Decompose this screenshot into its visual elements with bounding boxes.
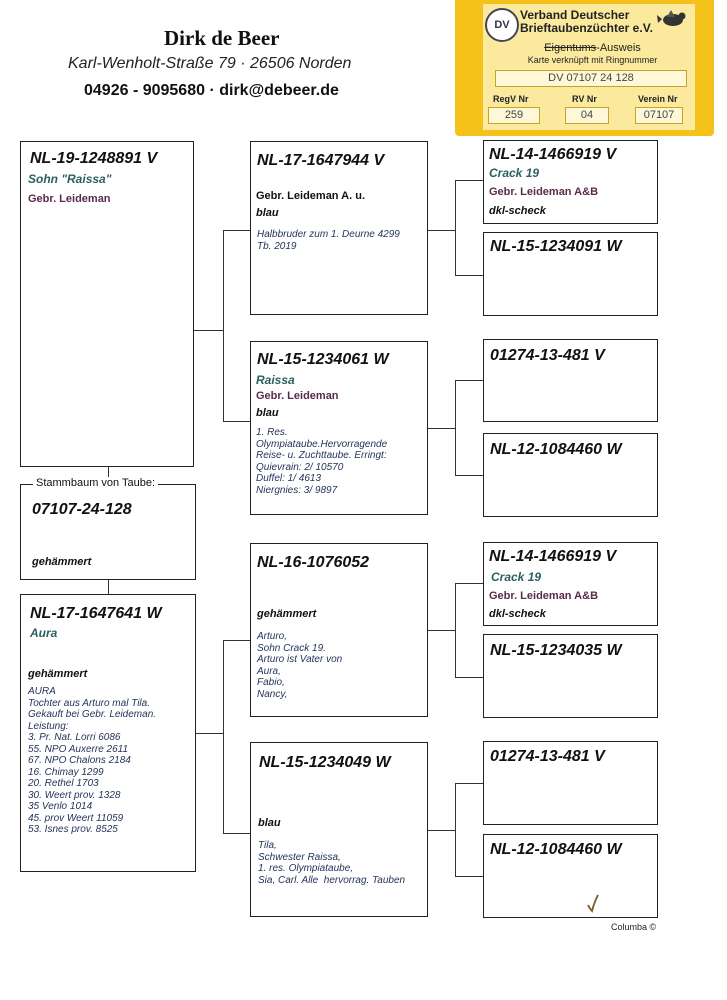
great-grandparent-ring-3: 01274-13-481 V	[490, 347, 605, 364]
regv-value: 259	[488, 107, 540, 124]
connector-line	[223, 640, 224, 834]
granddam-sire-color: blau	[256, 407, 279, 419]
connector-line	[455, 380, 456, 476]
grandsire-dam-notes: Arturo, Sohn Crack 19. Arturo ist Vater von Aura, Fabio, Nancy,	[257, 631, 343, 700]
granddam-sire-notes: 1. Res. Olympiataube.Hervorragende Reise- u. Zuchttaube. Erringt: Quievrain: 2/ 10570 Duffel: 1/ 4613 Niergnies: 3/ 9897	[256, 427, 388, 496]
connector-line	[455, 180, 456, 276]
connector-line	[193, 330, 223, 331]
dv-logo-icon	[485, 8, 519, 42]
ausweis-rest: -Ausweis	[596, 42, 641, 54]
owner-contact: 04926 - 9095680 · dirk@debeer.de	[84, 82, 339, 99]
org-line-2: Brieftaubenzüchter e.V.	[520, 21, 653, 35]
connector-line	[455, 783, 456, 877]
pigeon-icon	[657, 9, 689, 29]
handwritten-checkmark-icon	[585, 893, 601, 913]
connector-line	[455, 275, 483, 276]
grandsire-dam-ring: NL-16-1076052	[257, 554, 370, 571]
regv-label: RegV Nr	[493, 94, 529, 104]
subject-color: gehämmert	[32, 556, 92, 568]
org-line-1: Verband Deutscher	[520, 8, 630, 22]
id-card-title	[520, 9, 655, 35]
granddam-dam-ring: NL-15-1234049 W	[259, 754, 391, 771]
connector-line	[427, 230, 455, 231]
granddam-dam-color: blau	[258, 817, 281, 829]
connector-line	[427, 630, 455, 631]
rv-label: RV Nr	[572, 94, 597, 104]
great-grandparent-name-1: Crack 19	[489, 166, 540, 180]
dam-notes: AURA Tochter aus Arturo mal Tila. Gekauft bei Gebr. Leideman. Leistung: 3. Pr. Nat. Lorri 6086 55. NPO Auxerre 2611 67. NPO Chalons 2184 16. Chimay 1299 20. Rethel 1703 30. Weert prov. 1328 35 Venlo 1014 45. prov Weert 11059 53. Isnes prov. 8525	[28, 686, 157, 835]
great-grandparent-ring-5: NL-14-1466919 V	[489, 548, 617, 565]
ausweis-struck: Eigentums	[544, 42, 597, 54]
connector-line	[223, 640, 250, 641]
connector-line	[455, 380, 483, 381]
great-grandparent-ring-1: NL-14-1466919 V	[489, 146, 617, 163]
id-card-subtitle: Karte verknüpft mit Ringnummer	[527, 55, 658, 65]
sire-box	[20, 141, 194, 467]
rv-value: 04	[565, 107, 609, 124]
grandsire-sire-breeder: Gebr. Leideman A. u.	[256, 190, 366, 202]
owner-name: Dirk de Beer	[164, 26, 280, 50]
great-grandparent-name-5: Crack 19	[491, 570, 542, 584]
owner-address: Karl-Wenholt-Straße 79 · 26506 Norden	[68, 55, 352, 72]
connector-line	[455, 677, 483, 678]
grandsire-sire-ring: NL-17-1647944 V	[257, 152, 385, 169]
subject-label: Stammbaum von Taube:	[33, 477, 158, 489]
id-card-ausweis	[505, 42, 680, 54]
sire-breeder: Gebr. Leideman	[28, 193, 111, 205]
sire-ring: NL-19-1248891 V	[30, 150, 158, 167]
verein-label: Verein Nr	[638, 94, 678, 104]
granddam-sire-ring: NL-15-1234061 W	[257, 351, 389, 368]
connector-line	[427, 830, 455, 831]
dam-ring: NL-17-1647641 W	[30, 605, 162, 622]
connector-line	[223, 421, 250, 422]
great-grandparent-color-1: dkl-scheck	[489, 205, 546, 217]
dam-name: Aura	[30, 626, 58, 640]
grandsire-dam-color: gehämmert	[257, 608, 317, 620]
connector-line	[196, 733, 223, 734]
granddam-sire-breeder: Gebr. Leideman	[256, 390, 339, 402]
connector-line	[427, 428, 455, 429]
great-grandparent-ring-8: NL-12-1084460 W	[490, 841, 622, 858]
grandsire-sire-notes: Halbbruder zum 1. Deurne 4299 Tb. 2019	[257, 229, 400, 252]
copyright: Columba ©	[611, 922, 657, 932]
connector-line	[223, 833, 250, 834]
great-grandparent-ring-2: NL-15-1234091 W	[490, 238, 622, 255]
connector-line	[455, 583, 456, 678]
great-grandparent-ring-6: NL-15-1234035 W	[490, 642, 622, 659]
verein-value: 07107	[635, 107, 683, 124]
connector-line	[108, 579, 109, 594]
sire-name: Sohn "Raissa"	[28, 172, 112, 186]
connector-line	[455, 876, 483, 877]
id-card-ring-number: DV 07107 24 128	[495, 70, 687, 87]
connector-line	[223, 230, 224, 422]
grandsire-sire-color: blau	[256, 207, 279, 219]
connector-line	[455, 475, 483, 476]
subject-ring: 07107-24-128	[32, 501, 132, 518]
great-grandparent-color-5: dkl-scheck	[489, 608, 546, 620]
great-grandparent-breeder-1: Gebr. Leideman A&B	[489, 186, 599, 198]
connector-line	[223, 230, 250, 231]
connector-line	[455, 783, 483, 784]
great-grandparent-ring-7: 01274-13-481 V	[490, 748, 605, 765]
great-grandparent-ring-4: NL-12-1084460 W	[490, 441, 622, 458]
granddam-sire-name: Raissa	[256, 373, 295, 387]
dam-color: gehämmert	[28, 668, 88, 680]
connector-line	[455, 180, 483, 181]
great-grandparent-breeder-5: Gebr. Leideman A&B	[489, 590, 599, 602]
granddam-dam-notes: Tila, Schwester Raissa, 1. res. Olympiataube, Sia, Carl. Alle hervorrag. Tauben	[258, 840, 406, 886]
dv-logo-text: DV	[494, 19, 510, 31]
connector-line	[455, 583, 483, 584]
